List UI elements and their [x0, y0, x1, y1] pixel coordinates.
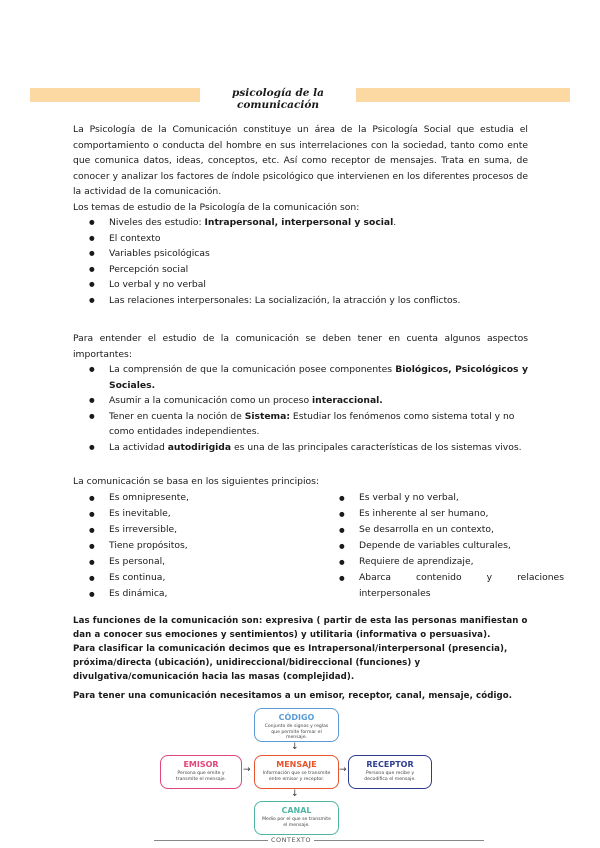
list-item: ● Depende de variables culturales, — [359, 538, 564, 554]
emisor-box: EMISOR Persona que emite y transmite el mensaje. — [160, 755, 242, 789]
mensaje-box: MENSAJE Información que se transmite entre emisor y receptor. — [254, 755, 339, 789]
canal-box: CANAL Medio por el que se transmite el mensaje. — [254, 801, 339, 835]
intro-section — [73, 122, 528, 308]
list-item: ● Es continua, — [109, 570, 339, 586]
funciones-paragraph: Las funciones de la comunicación son: expresiva ( partir de esta las personas manifiestan o dan a conocer sus emociones y sentimientos) y utilitaria (informativa o persuasiva). — [73, 616, 528, 640]
aspectos-list — [73, 362, 528, 455]
clasificacion-paragraph: Para clasificar la comunicación decimos que es Intrapersonal/interpersonal (presencia), próxima/directa (ubicación), unidireccional/bidireccional (funciones) y divulgativa/comunicación hacia las masas (complejidad). — [73, 644, 508, 682]
list-item: ● Es omnipresente, — [109, 490, 339, 506]
title-highlight-right — [356, 88, 570, 102]
list-item: ● Lo verbal y no verbal — [109, 277, 528, 293]
contexto-line — [154, 840, 484, 841]
list-item: ● Es dinámica, — [109, 586, 339, 602]
temas-list — [73, 215, 528, 308]
receptor-box: RECEPTOR Persona que recibe y decodifica el mensaje. — [348, 755, 432, 789]
principios-section — [73, 474, 528, 490]
list-item: ● La actividad autodirigida es una de las principales características de los sistemas vivos. — [109, 440, 528, 456]
list-item: ● Asumir a la comunicación como un proceso interaccional. — [109, 393, 528, 409]
temas-heading: Los temas de estudio de la Psicología de la comunicación son: — [73, 201, 360, 213]
arrow-right-icon: → — [243, 765, 251, 775]
page-title: psicología de la comunicación — [232, 87, 324, 111]
intro-paragraph: La Psicología de la Comunicación constituye un área de la Psicología Social que estudia el comportamiento o conducta del hombre en sus interrelaciones con la sociedad, tanto como ente que comunica datos, ideas, conceptos, etc. Así como receptor de mensajes. Trata en suma, de conocer y analizar los factores de índole psicológico que intervienen en los diferentes procesos de la actividad de la comunicación. — [73, 124, 528, 197]
list-item: ● Se desarrolla en un contexto, — [359, 522, 564, 538]
aspectos-heading: Para entender el estudio de la comunicación se deben tener en cuenta algunos aspectos importantes: — [73, 333, 528, 360]
arrow-right-icon: → — [339, 765, 347, 775]
aspectos-section — [73, 331, 528, 455]
title-bar — [30, 87, 570, 111]
list-item: ● Requiere de aprendizaje, — [359, 554, 564, 570]
title-highlight-left — [30, 88, 200, 102]
list-item: ● La comprensión de que la comunicación posee componentes Biológicos, Psicológicos y Sociales. — [109, 362, 528, 393]
list-item: ● Es irreversible, — [109, 522, 339, 538]
codigo-box: CÓDIGO Conjunto de signos y reglas que permite formar el mensaje. — [254, 708, 339, 742]
list-item: ● Tener en cuenta la noción de Sistema: Estudiar los fenómenos como sistema total y no como entidades independientes. — [109, 409, 528, 440]
principios-heading: La comunicación se basa en los siguientes principios: — [73, 476, 320, 487]
list-item: ● Es inherente al ser humano, — [359, 506, 564, 522]
list-item: ● Niveles des estudio: Intrapersonal, interpersonal y social. — [109, 215, 528, 231]
arrow-down-icon: ↓ — [291, 789, 299, 799]
list-item: ● El contexto — [109, 231, 528, 247]
contexto-label: CONTEXTO — [268, 836, 314, 844]
list-item: ● Variables psicológicas — [109, 246, 528, 262]
list-item: ● Es verbal y no verbal, — [359, 490, 564, 506]
principios-right-list — [323, 490, 564, 602]
list-item: ● Es inevitable, — [109, 506, 339, 522]
list-item: ● Abarca contenido y relaciones interpersonales — [359, 570, 564, 602]
list-item: ● Es personal, — [109, 554, 339, 570]
list-item: ● Las relaciones interpersonales: La socialización, la atracción y los conflictos. — [109, 293, 528, 309]
necesitamos-line: Para tener una comunicación necesitamos a un emisor, receptor, canal, mensaje, código. — [73, 691, 513, 701]
list-item: ● Tiene propósitos, — [109, 538, 339, 554]
funciones-section — [73, 614, 533, 684]
list-item: ● Percepción social — [109, 262, 528, 278]
principios-left-list — [73, 490, 339, 602]
arrow-down-icon: ↓ — [291, 742, 299, 752]
